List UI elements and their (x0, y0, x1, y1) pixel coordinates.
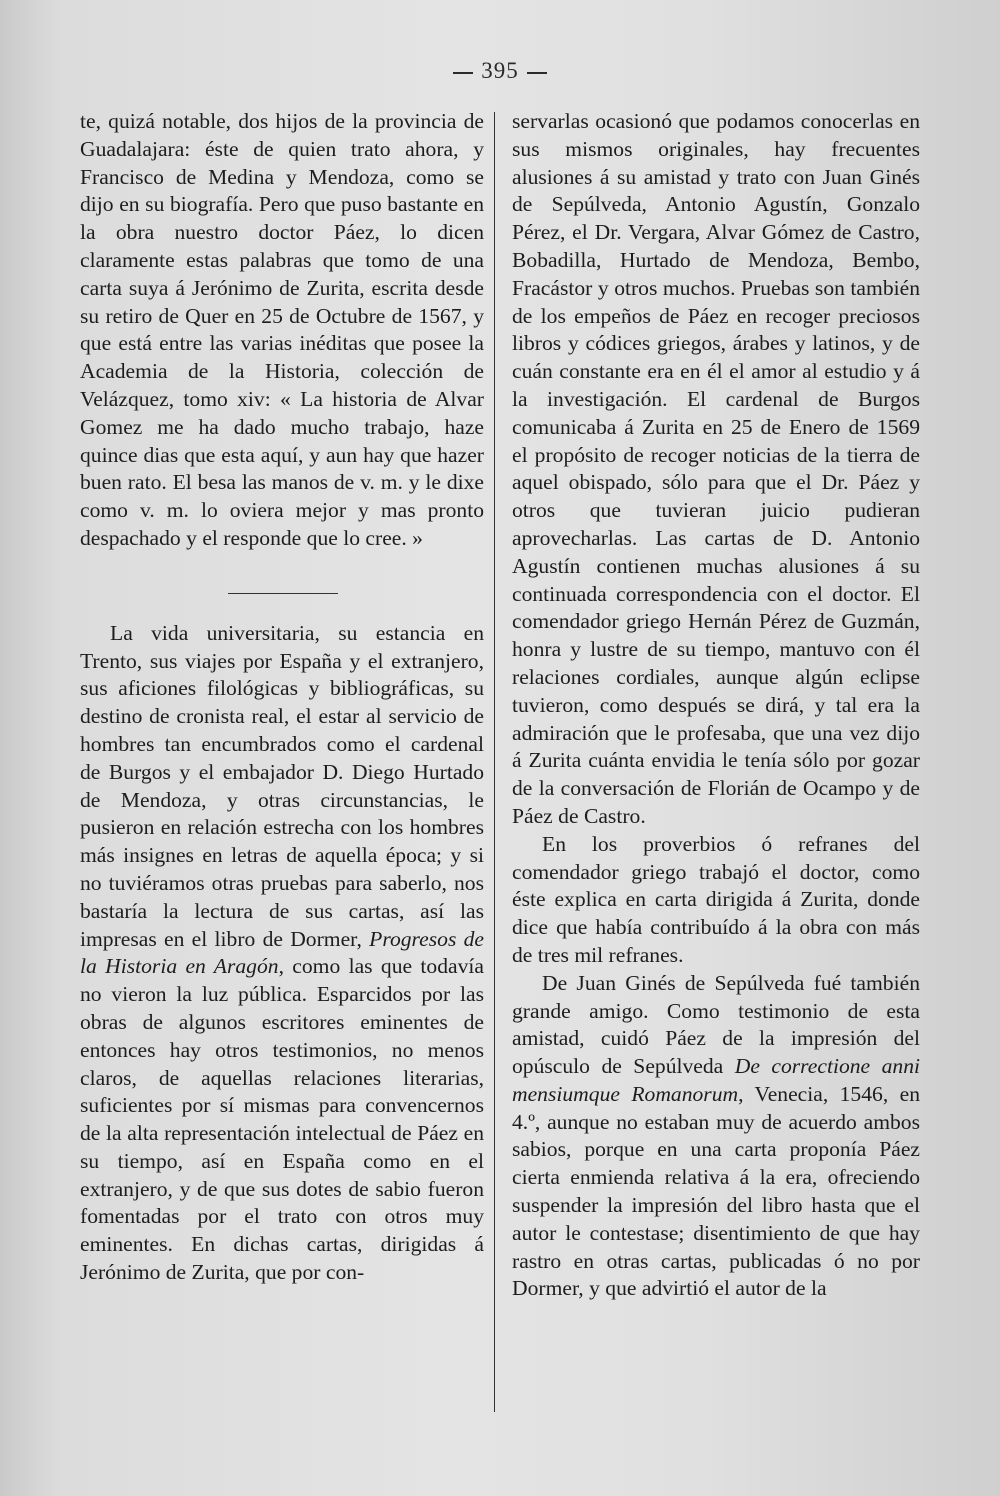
left-column (80, 108, 484, 1287)
dash-left (453, 72, 473, 74)
left-paragraph-1: te, quizá notable, dos hijos de la provincia de Guadalajara: éste de quien trato ahora, y Francisco de Medina y Mendoza, como se dijo en su biografía. Pero que puso bastante en la obra nuestro doctor Páez, lo dicen claramente estas palabras que tomo de una carta suya á Jerónimo de Zurita, escrita desde su retiro de Quer en 25 de Octubre de 1567, y que está entre las varias inéditas que posee la Academia de la Historia, colección de Velázquez, tomo xiv: « La historia de Alvar Gomez me ha dado mucho trabajo, haze quince dias que esta aquí, y aun hay que hazer buen rato. El besa las manos de v. m. y le dixe como v. m. lo oviera mejor y mas pronto despachado y el responde que lo cree. » (80, 109, 484, 550)
page-number-value: 395 (481, 58, 519, 83)
right-paragraph-3-text-a: De Juan Ginés de Sepúlveda fué también grande amigo. Como testimonio de esta amistad, cuidó Páez de la impresión del opúsculo de Sepúlveda (512, 970, 920, 1079)
book-title-de-correctione: De correctione anni mensiumque Romanorum (512, 1054, 920, 1106)
right-paragraph-1: servarlas ocasionó que podamos conocerlas en sus mismos originales, hay frecuentes alusiones á su amistad y trato con Juan Ginés de Sepúlveda, Antonio Agustín, Gonzalo Pérez, el Dr. Vergara, Alvar Gómez de Castro, Bobadilla, Hurtado de Mendoza, Bembo, Fracástor y otros muchos. Pruebas son también de los empeños de Páez en recoger preciosos libros y códices griegos, árabes y latinos, y de cuán constante era en él el amor al estudio y á la investigación. El cardenal de Burgos comunicaba á Zurita en 25 de Enero de 1569 el propósito de recoger noticias de la tierra de aquel obispado, sólo para que el Dr. Páez y otros que tuvieran juicio pudieran aprovecharlas. Las cartas de D. Antonio Agustín contienen muchas alusiones á su continuada correspondencia con el doctor. El comendador griego Hernán Pérez de Guzmán, honra y lustre de su tiempo, mantuvo con él relaciones cordiales, aunque algún eclipse tuvieron, como después se dirá, y tal era la admiración que le profesaba, que una vez dijo á Zurita cuánta envidia le tenía sólo por gozar de la conversación de Florián de Ocampo y de Páez de Castro. (512, 109, 920, 828)
right-paragraph-3 (512, 970, 920, 1304)
book-title-progresos: Progresos de la Historia en Aragón (80, 926, 484, 979)
right-column (512, 108, 920, 1303)
page-number (0, 58, 1000, 84)
right-paragraph-3-text-b: , Venecia, 1546, en 4.º, aunque no estaban muy de acuerdo ambos sabios, porque en una carta proponía Páez cierta enmienda relativa á la era, ofreciendo suspender la impresión del libro hasta que el autor le contestase; disentimiento de que hay rastro en otras cartas, publicadas ó no por Dormer, y que advirtió el autor de la (512, 1081, 920, 1301)
section-separator (228, 593, 338, 620)
left-paragraph-2-text-a: La vida universitaria, su estancia en Trento, sus viajes por España y el extranjero, sus aficiones filológicas y bibliográficas, su destino de cronista real, el estar al servicio de hombres tan encumbrados como el cardenal de Burgos y el embajador D. Diego Hurtado de Mendoza, y otras circunstancias, le pusieron en relación estrecha con los hombres más insignes en letras de aquella época; y si no tuviéramos otras pruebas para saberlo, nos bastaría la lectura de sus cartas, así las impresas en el libro de Dormer, (80, 620, 484, 951)
left-paragraph-2-text-b: , como las que todavía no vieron la luz pública. Esparcidos por las obras de algunos escritores eminentes de entonces hay otros testimonios, no menos claros, de aquellas relaciones literarias, suficientes por sí mismas para convencernos de la alta representación intelectual de Páez en su tiempo, así en España como en el extranjero, y de que sus dotes de sabio fueron fomentadas por el trato con otros muy eminentes. En dichas cartas, dirigidas á Jerónimo de Zurita, que por con- (80, 954, 484, 1285)
column-divider (494, 112, 495, 1412)
dash-right (527, 72, 547, 74)
right-paragraph-2: En los proverbios ó refranes del comendador griego trabajó el doctor, como éste explica en carta dirigida á Zurita, donde dice que había contribuído á la obra con más de tres mil refranes. (512, 831, 920, 967)
left-paragraph-2 (80, 620, 484, 1287)
